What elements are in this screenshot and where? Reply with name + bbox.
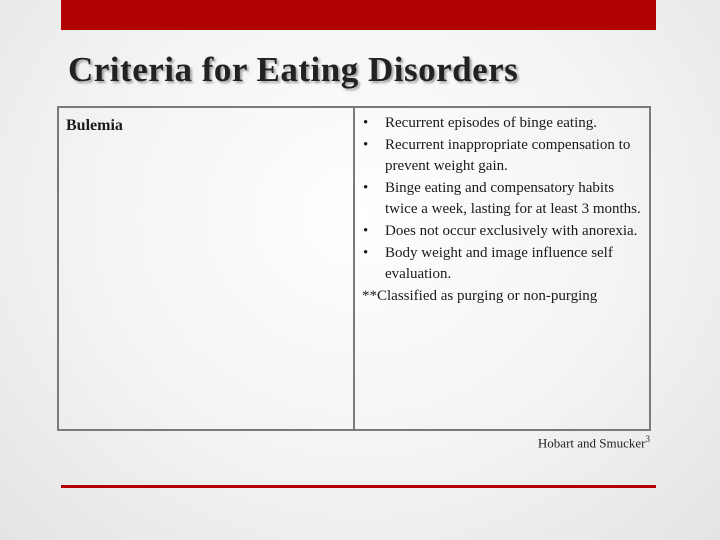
citation-reference-number: 3 (645, 434, 650, 444)
bottom-accent-rule (61, 485, 656, 488)
criteria-text: Recurrent inappropriate compensation to prevent weight gain. (385, 136, 631, 175)
disorder-name-cell (59, 108, 355, 429)
criteria-item (360, 221, 645, 243)
criteria-cell (355, 108, 649, 429)
slide-title: Criteria for Eating Disorders (68, 50, 519, 89)
criteria-text: Does not occur exclusively with anorexia. (385, 222, 638, 239)
bullet: • (363, 244, 369, 261)
criteria-item (360, 178, 645, 221)
bullet: • (363, 115, 369, 131)
disorder-name: Bulemia (66, 117, 123, 134)
criteria-list (360, 113, 645, 286)
bullet: • (363, 179, 369, 196)
bullet: • (363, 136, 369, 153)
criteria-table (57, 106, 651, 431)
bullet: • (363, 222, 369, 239)
citation-text: Hobart and Smucker (537, 435, 646, 451)
top-accent-bar (61, 0, 656, 30)
criteria-text: Binge eating and compensatory habits twice a week, lasting for at least 3 months. (385, 179, 641, 218)
criteria-text: Recurrent episodes of binge eating. (385, 115, 598, 131)
citation (538, 434, 650, 451)
criteria-text: Body weight and image influence self evaluation. (385, 244, 613, 283)
criteria-item (360, 243, 645, 286)
criteria-item (360, 135, 645, 178)
classification-note: **Classified as purging or non-purging (362, 287, 598, 304)
criteria-item (360, 113, 645, 135)
